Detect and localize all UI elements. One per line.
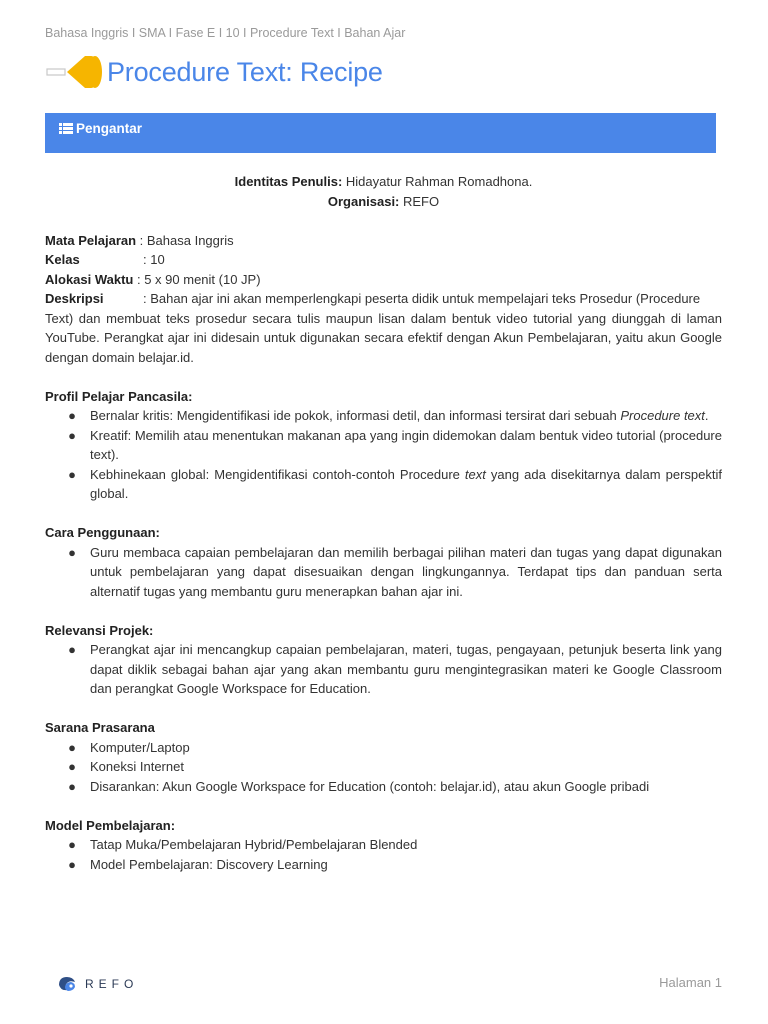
sarana-list (45, 738, 722, 797)
class-label: Kelas (45, 252, 80, 267)
model-heading: Model Pembelajaran: (45, 817, 176, 833)
author-value: Hidayatur Rahman Romadhona. (342, 174, 533, 189)
footer-logo-text: REFO (85, 977, 139, 991)
list-item: ● Tatap Muka/Pembelajaran Hybrid/Pembelajaran Blended (45, 835, 722, 855)
author-label: Identitas Penulis: (234, 174, 343, 189)
title-row (45, 52, 383, 92)
list-item: ● Perangkat ajar ini mencangkup capaian pembelajaran, materi, tugas, pengayaan, petunjuk beserta link yang dapat diklik sebagai bahan ajar yang akan membantu guru mengintegrasikan materi ke Google Classroom dan perangkat Google Workspace for Education. (68, 642, 722, 696)
list-item: ● Kebhinekaan global: Mengidentifikasi contoh-contoh Procedure text yang ada disekitarnya dalam perspektif global. (68, 466, 722, 501)
list-item: ● Model Pembelajaran: Discovery Learning (45, 855, 722, 875)
sarana-heading: Sarana Prasarana (45, 720, 155, 735)
list-item: ● Kreatif: Memilih atau menentukan makanan apa yang ingin didemokan dalam bentuk video tutorial (procedure text). (68, 427, 722, 462)
author-line (45, 172, 722, 192)
list-item: ● Guru membaca capaian pembelajaran dan memilih berbagai pilihan materi dan tugas yang dapat digunakan untuk pembelajaran yang dapat disesuaikan dengan lingkungannya. Terdapat tips dan panduan serta alternatif tugas yang membantu guru menerapkan bahan ajar ini. (68, 544, 722, 599)
organization-value: REFO (399, 193, 440, 209)
list-item: ● Komputer/Laptop (45, 738, 722, 758)
page-title: Procedure Text: Recipe (107, 56, 383, 87)
bullet: ● (68, 856, 76, 872)
list-item: ● Disarankan: Akun Google Workspace for Education (contoh: belajar.id), atau akun Google pribadi (45, 777, 722, 797)
profil-list (45, 406, 722, 504)
cara-list (45, 543, 722, 602)
bullet: ● (68, 837, 76, 852)
class-value: : 10 (143, 252, 165, 267)
section-header-pengantar (45, 113, 716, 153)
time-label: Alokasi Waktu (45, 271, 134, 287)
megaphone-icon (45, 52, 107, 92)
description-field (45, 289, 722, 367)
list-item: ● Koneksi Internet (45, 757, 722, 777)
relevansi-heading: Relevansi Projek: (45, 622, 154, 638)
time-field (45, 270, 722, 290)
model-list (45, 835, 722, 874)
bullet: ● (68, 642, 76, 657)
section-label: Pengantar (76, 121, 143, 136)
time-value: : 5 x 90 menit (10 JP) (133, 271, 261, 287)
class-field (45, 250, 722, 270)
organization-line (45, 192, 722, 212)
bullet: ● (68, 739, 76, 755)
bullet: ● (68, 466, 76, 482)
bullet: ● (68, 544, 76, 560)
description-text: Text) dan membuat teks prosedur secara tulis maupun lisan dalam bentuk video tutorial yang diunggah di laman YouTube. Perangkat ajar ini didesain untuk digunakan secara efektif dengan Akun Pembelajaran, yaitu akun Google dengan domain belajar.id. (45, 310, 722, 365)
page-number: Halaman 1 (659, 975, 722, 990)
subject-value: : Bahasa Inggris (136, 232, 234, 248)
profil-heading: Profil Pelajar Pancasila: (45, 388, 193, 404)
document-body (45, 172, 722, 874)
description-label: Deskripsi (45, 291, 104, 306)
list-icon (59, 123, 73, 134)
bullet: ● (68, 759, 76, 774)
subject-label: Mata Pelajaran (45, 232, 137, 248)
list-item: ● Bernalar kritis: Mengidentifikasi ide pokok, informasi detil, dan informasi tersirat dari sebuah Procedure text. (45, 406, 722, 426)
description-first-line: : Bahan ajar ini akan memperlengkapi peserta didik untuk mempelajari teks Prosedur (Procedure (143, 291, 701, 306)
cara-heading: Cara Penggunaan: (45, 525, 160, 540)
bullet: ● (68, 778, 76, 794)
breadcrumb: Bahasa Inggris I SMA I Fase E I 10 I Procedure Text I Bahan Ajar (45, 26, 406, 40)
refo-logo-icon (57, 975, 77, 993)
bullet: ● (68, 427, 76, 443)
organization-label: Organisasi: (327, 193, 400, 209)
subject-field (45, 231, 722, 251)
bullet: ● (68, 408, 76, 423)
relevansi-list (45, 640, 722, 699)
footer-logo (57, 975, 138, 993)
